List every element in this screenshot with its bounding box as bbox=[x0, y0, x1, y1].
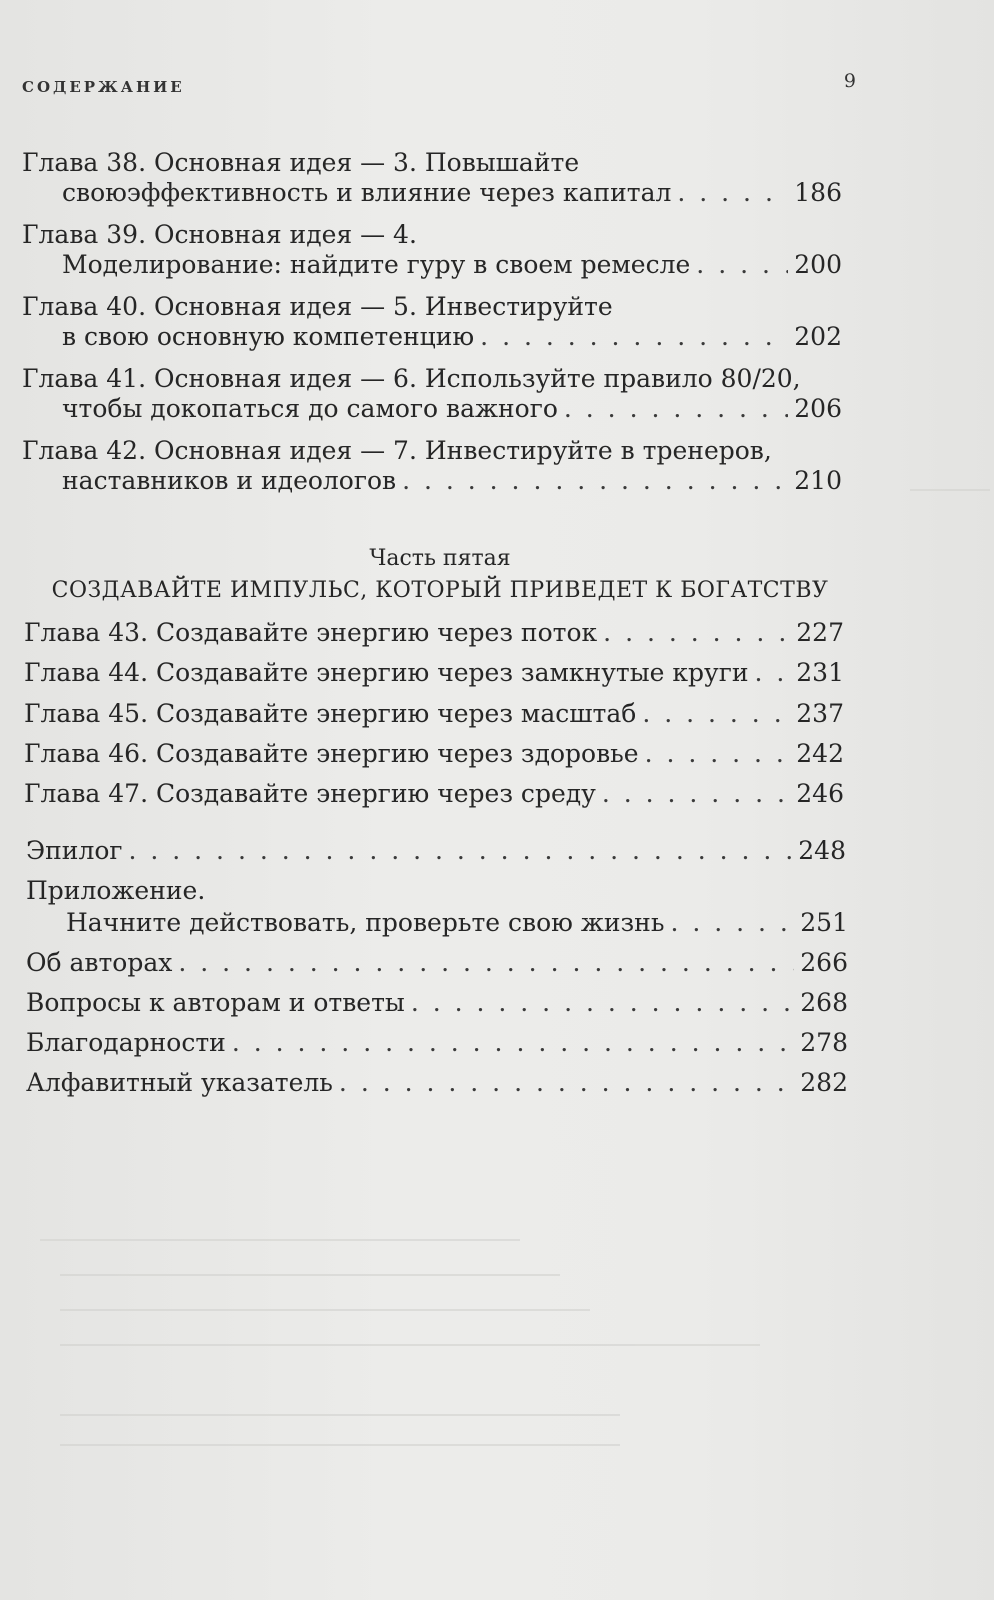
leader-dots bbox=[411, 986, 794, 1020]
toc-entry-44 bbox=[24, 656, 844, 690]
toc-entry-text: Благодарности bbox=[26, 1028, 226, 1057]
toc-page-number: 237 bbox=[796, 699, 844, 728]
toc-entry-text: Глава 44. Создавайте энергию через замкнутые круги bbox=[24, 658, 749, 687]
toc-entry-46 bbox=[24, 737, 844, 771]
toc-entry-39-line1 bbox=[22, 218, 842, 252]
leader-dots bbox=[642, 697, 790, 731]
toc-entry-43 bbox=[24, 616, 844, 650]
toc-entry-appendix-title bbox=[26, 874, 846, 908]
leader-dots bbox=[564, 392, 788, 426]
leader-dots bbox=[603, 616, 790, 650]
toc-entry-text: Глава 40. Основная идея — 5. Инвестируйте bbox=[22, 292, 613, 321]
toc-entry-text: Глава 46. Создавайте энергию через здоровье bbox=[24, 739, 639, 768]
toc-entry-text: Об авторах bbox=[26, 948, 173, 977]
toc-entry-index bbox=[26, 1066, 848, 1100]
leader-dots bbox=[602, 777, 790, 811]
leader-dots bbox=[178, 946, 794, 980]
toc-entry-38-line2 bbox=[62, 176, 842, 210]
toc-entry-text: Моделирование: найдите гуру в своем ремесле bbox=[62, 250, 691, 279]
leader-dots bbox=[677, 176, 788, 210]
toc-page-number: 227 bbox=[796, 618, 844, 647]
toc-page-number: 186 bbox=[794, 178, 842, 207]
toc-entry-text: чтобы докопаться до самого важного bbox=[62, 394, 558, 423]
leader-dots bbox=[480, 320, 788, 354]
leader-dots bbox=[232, 1026, 794, 1060]
toc-entry-text: Алфавитный указатель bbox=[26, 1068, 333, 1097]
toc-page-number: 231 bbox=[796, 658, 844, 687]
toc-entry-authors bbox=[26, 946, 848, 980]
toc-entry-40-line2 bbox=[62, 320, 842, 354]
leader-dots bbox=[645, 737, 791, 771]
toc-entry-text: Глава 38. Основная идея — 3. Повышайте bbox=[22, 148, 580, 177]
toc-entry-text: наставников и идеологов bbox=[62, 466, 397, 495]
toc-page-number: 266 bbox=[800, 948, 848, 977]
leader-dots bbox=[128, 834, 792, 868]
toc-page-number: 206 bbox=[794, 394, 842, 423]
toc-entry-text: своюэффективность и влияние через капитал bbox=[62, 178, 672, 207]
toc-page-number: 242 bbox=[796, 739, 844, 768]
toc-entry-text: Глава 42. Основная идея — 7. Инвестируйте в тренеров, bbox=[22, 436, 772, 465]
toc-entry-text: Глава 47. Создавайте энергию через среду bbox=[24, 779, 596, 808]
toc-entry-47 bbox=[24, 777, 844, 811]
leader-dots bbox=[670, 906, 794, 940]
toc-entry-40-line1 bbox=[22, 290, 842, 324]
toc-page-number: 282 bbox=[800, 1068, 848, 1097]
toc-page-number: 210 bbox=[794, 466, 842, 495]
toc-entry-text: в свою основную компетенцию bbox=[62, 322, 475, 351]
leader-dots bbox=[402, 464, 788, 498]
toc-entry-41-line2 bbox=[62, 392, 842, 426]
toc-page-number: 278 bbox=[800, 1028, 848, 1057]
toc-entry-42-line1 bbox=[22, 434, 842, 468]
toc-entry-41-line1 bbox=[22, 362, 842, 396]
toc-page-number: 202 bbox=[794, 322, 842, 351]
toc-entry-thanks bbox=[26, 1026, 848, 1060]
toc-entry-appendix-subtitle bbox=[66, 906, 848, 940]
toc-entry-42-line2 bbox=[62, 464, 842, 498]
toc-page-number: 268 bbox=[800, 988, 848, 1017]
toc-page-number: 200 bbox=[794, 250, 842, 279]
toc-entry-39-line2 bbox=[62, 248, 842, 282]
toc-entry-38-line1 bbox=[22, 146, 842, 180]
page-number: 9 bbox=[843, 70, 856, 92]
toc-entry-45 bbox=[24, 697, 844, 731]
toc-entry-text: Приложение. bbox=[26, 876, 206, 905]
toc-page-number: 251 bbox=[800, 908, 848, 937]
toc-entry-epilogue bbox=[26, 834, 846, 868]
toc-entry-text: Вопросы к авторам и ответы bbox=[26, 988, 405, 1017]
toc-entry-text: Глава 41. Основная идея — 6. Используйте правило 80/20, bbox=[22, 364, 801, 393]
toc-entry-text: Глава 43. Создавайте энергию через поток bbox=[24, 618, 598, 647]
part-label: Часть пятая bbox=[369, 546, 511, 571]
leader-dots bbox=[339, 1066, 794, 1100]
toc-entry-qa bbox=[26, 986, 848, 1020]
toc-entry-text: Глава 45. Создавайте энергию через масштаб bbox=[24, 699, 637, 728]
toc-page-number: 246 bbox=[796, 779, 844, 808]
toc-page-number: 248 bbox=[798, 836, 846, 865]
leader-dots bbox=[755, 656, 791, 690]
toc-entry-text: Начните действовать, проверьте свою жизнь bbox=[66, 908, 665, 937]
leader-dots bbox=[696, 248, 788, 282]
part-title: СОЗДАВАЙТЕ ИМПУЛЬС, КОТОРЫЙ ПРИВЕДЕТ К БОГАТСТВУ bbox=[51, 578, 829, 603]
running-head: СОДЕРЖАНИЕ bbox=[22, 78, 185, 96]
toc-entry-text: Эпилог bbox=[26, 836, 123, 865]
toc-entry-text: Глава 39. Основная идея — 4. bbox=[22, 220, 417, 249]
